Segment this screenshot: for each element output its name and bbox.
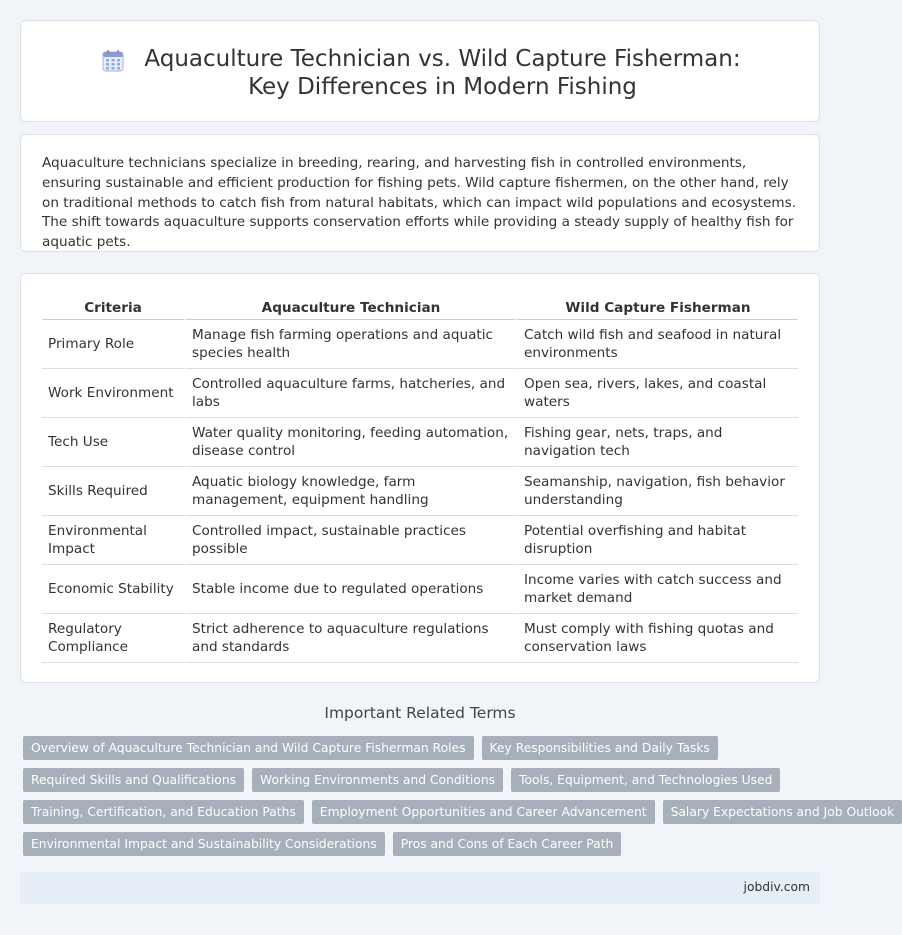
wild-capture-cell: Must comply with fishing quotas and conservation laws [516, 614, 798, 663]
table-row [42, 320, 798, 369]
aquaculture-cell: Controlled impact, sustainable practices possible [184, 516, 516, 565]
table-row [42, 516, 798, 565]
criteria-cell: Skills Required [42, 467, 184, 516]
related-terms-title: Important Related Terms [324, 704, 516, 722]
criteria-cell: Tech Use [42, 418, 184, 467]
related-term-tag[interactable]: Tools, Equipment, and Technologies Used [511, 768, 780, 792]
table-row [42, 369, 798, 418]
footer [20, 872, 820, 904]
table-row [42, 418, 798, 467]
header-criteria: Criteria [42, 296, 184, 320]
aquaculture-cell: Stable income due to regulated operations [184, 565, 516, 614]
footer-site-link[interactable]: jobdiv.com [743, 880, 810, 894]
related-term-tag[interactable]: Salary Expectations and Job Outlook [663, 800, 902, 824]
comparison-card [20, 273, 820, 683]
header-aquaculture-technician: Aquaculture Technician [184, 296, 516, 320]
header-card [20, 20, 820, 122]
criteria-cell: Work Environment [42, 369, 184, 418]
intro-text: Aquaculture technicians specialize in breeding, rearing, and harvesting fish in controlled environments, ensuring sustainable and efficient production for fishing pets. Wild capture fishermen, on the other hand, rely on traditional methods to catch fish from natural habitats, which can impact wild populations and ecosystems. The shift towards aquaculture supports conservation efforts while providing a steady supply of healthy fish for aquatic pets. [42, 155, 797, 251]
table-row [42, 614, 798, 663]
criteria-cell: Primary Role [42, 320, 184, 369]
related-term-tag[interactable]: Required Skills and Qualifications [23, 768, 244, 792]
title-wrap [21, 45, 819, 101]
aquaculture-cell: Strict adherence to aquaculture regulations and standards [184, 614, 516, 663]
header-wild-capture-fisherman: Wild Capture Fisherman [516, 296, 798, 320]
table-row [42, 565, 798, 614]
intro-card [20, 134, 820, 252]
aquaculture-cell: Water quality monitoring, feeding automation, disease control [184, 418, 516, 467]
related-term-tag[interactable]: Training, Certification, and Education Paths [23, 800, 304, 824]
tag-row [23, 800, 895, 824]
page-title: Aquaculture Technician vs. Wild Capture Fisherman: Key Differences in Modern Fishing [144, 46, 741, 100]
related-term-tag[interactable]: Environmental Impact and Sustainability Considerations [23, 832, 385, 856]
comparison-table [42, 296, 798, 663]
related-term-tag[interactable]: Overview of Aquaculture Technician and Wild Capture Fisherman Roles [23, 736, 474, 760]
criteria-cell: Economic Stability [42, 565, 184, 614]
related-term-tag[interactable]: Pros and Cons of Each Career Path [393, 832, 622, 856]
tag-row [23, 832, 823, 856]
tag-row [23, 736, 823, 760]
table-header-row [42, 296, 798, 320]
calendar-grid-icon [101, 49, 125, 73]
wild-capture-cell: Income varies with catch success and market demand [516, 565, 798, 614]
wild-capture-cell: Open sea, rivers, lakes, and coastal waters [516, 369, 798, 418]
wild-capture-cell: Catch wild fish and seafood in natural environments [516, 320, 798, 369]
aquaculture-cell: Manage fish farming operations and aquatic species health [184, 320, 516, 369]
related-terms-list [23, 736, 895, 864]
wild-capture-cell: Fishing gear, nets, traps, and navigation tech [516, 418, 798, 467]
aquaculture-cell: Controlled aquaculture farms, hatcheries, and labs [184, 369, 516, 418]
related-term-tag[interactable]: Working Environments and Conditions [252, 768, 503, 792]
related-term-tag[interactable]: Key Responsibilities and Daily Tasks [482, 736, 718, 760]
aquaculture-cell: Aquatic biology knowledge, farm management, equipment handling [184, 467, 516, 516]
wild-capture-cell: Seamanship, navigation, fish behavior understanding [516, 467, 798, 516]
criteria-cell: Regulatory Compliance [42, 614, 184, 663]
related-term-tag[interactable]: Employment Opportunities and Career Advancement [312, 800, 655, 824]
criteria-cell: Environmental Impact [42, 516, 184, 565]
table-row [42, 467, 798, 516]
wild-capture-cell: Potential overfishing and habitat disruption [516, 516, 798, 565]
tag-row [23, 768, 823, 792]
